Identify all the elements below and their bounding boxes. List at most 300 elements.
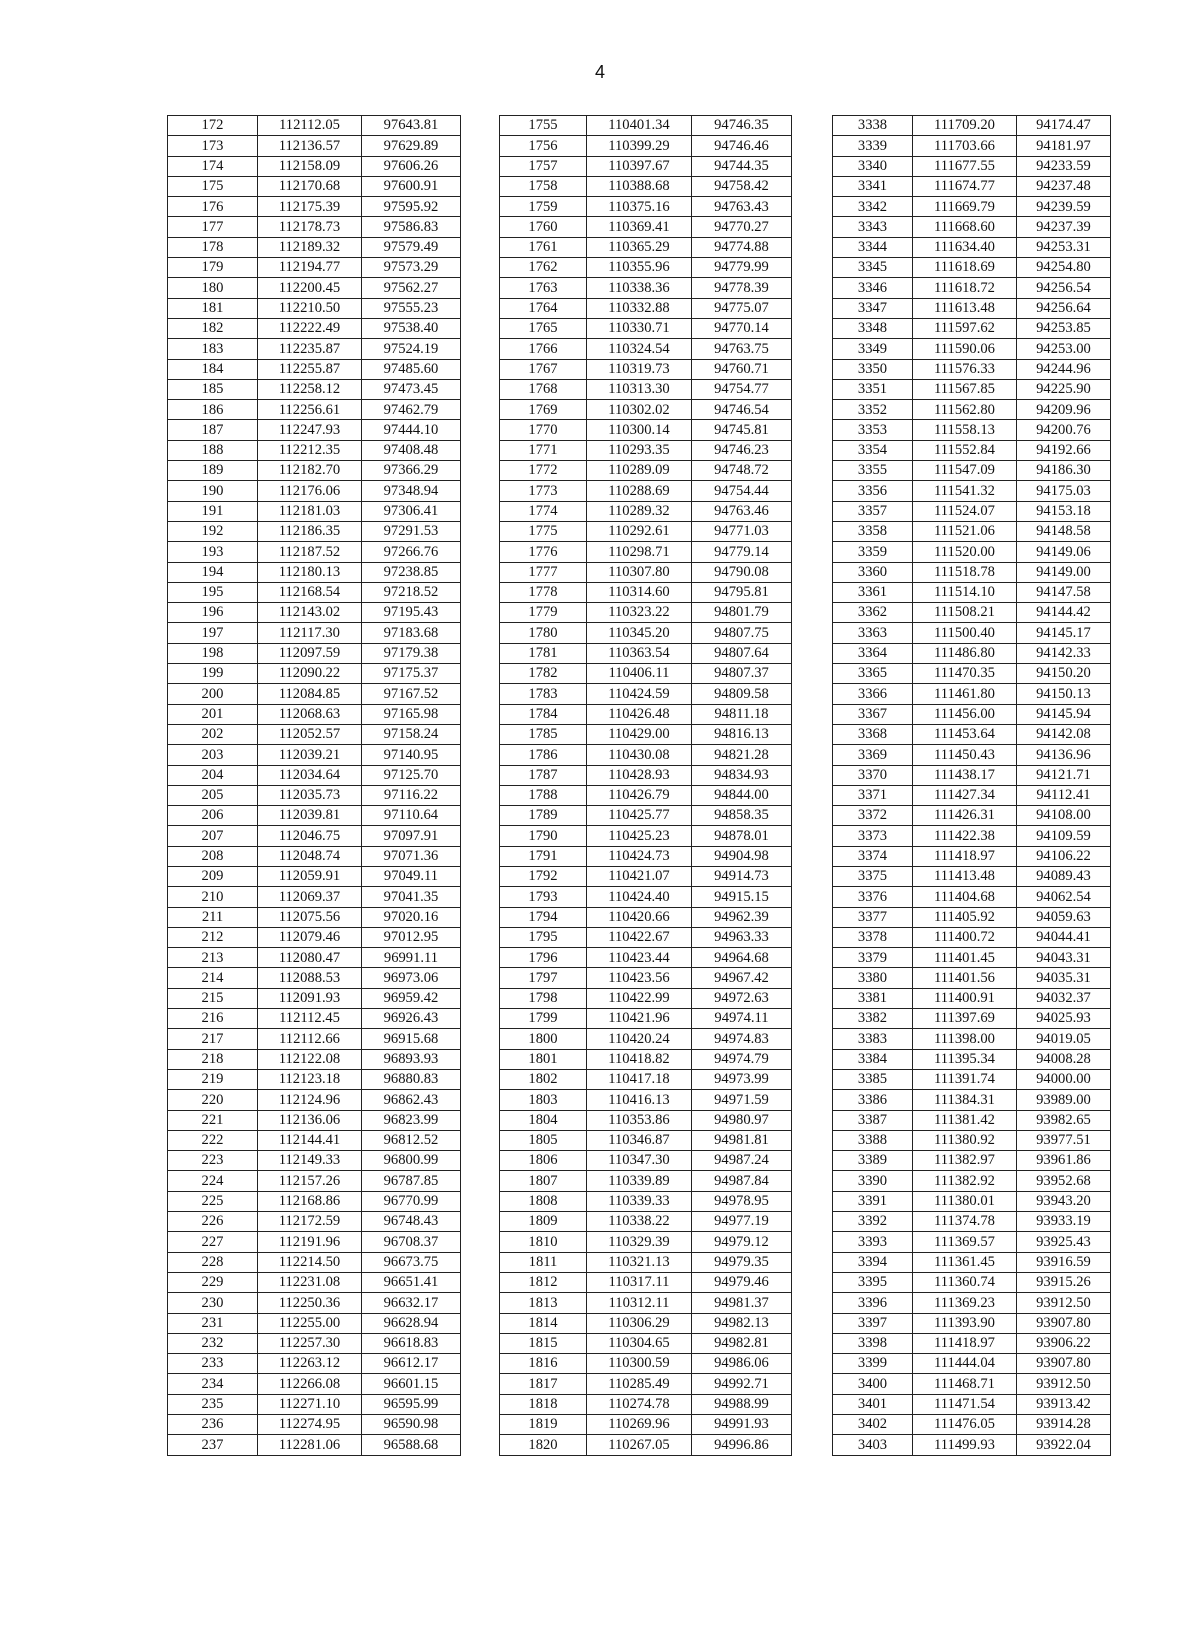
table-row: [500, 1272, 792, 1292]
table-row: [833, 1252, 1111, 1272]
x-coordinate-cell: 111450.43: [913, 745, 1017, 765]
point-number-cell: 3365: [833, 664, 913, 684]
x-coordinate-cell: 112257.30: [258, 1333, 362, 1353]
y-coordinate-cell: 96800.99: [362, 1151, 461, 1171]
y-coordinate-cell: 94779.99: [692, 258, 792, 278]
point-number-cell: 1762: [500, 258, 587, 278]
table-row: [500, 1313, 792, 1333]
y-coordinate-cell: 94844.00: [692, 785, 792, 805]
y-coordinate-cell: 94237.39: [1017, 217, 1111, 237]
y-coordinate-cell: 94000.00: [1017, 1069, 1111, 1089]
x-coordinate-cell: 112123.18: [258, 1069, 362, 1089]
x-coordinate-cell: 111518.78: [913, 562, 1017, 582]
table-row: [833, 1029, 1111, 1049]
y-coordinate-cell: 93922.04: [1017, 1435, 1111, 1455]
x-coordinate-cell: 110274.78: [587, 1394, 692, 1414]
table-row: [168, 1090, 461, 1110]
point-number-cell: 3390: [833, 1171, 913, 1191]
point-number-cell: 3368: [833, 724, 913, 744]
y-coordinate-cell: 94904.98: [692, 846, 792, 866]
x-coordinate-cell: 110302.02: [587, 400, 692, 420]
table-row: [833, 1171, 1111, 1191]
point-number-cell: 186: [168, 400, 258, 420]
x-coordinate-cell: 111384.31: [913, 1090, 1017, 1110]
table-row: [500, 461, 792, 481]
point-number-cell: 1816: [500, 1354, 587, 1374]
point-number-cell: 3348: [833, 318, 913, 338]
table-row: [833, 440, 1111, 460]
y-coordinate-cell: 94244.96: [1017, 359, 1111, 379]
y-coordinate-cell: 94992.71: [692, 1374, 792, 1394]
y-coordinate-cell: 94109.59: [1017, 826, 1111, 846]
point-number-cell: 1813: [500, 1293, 587, 1313]
table-row: [500, 197, 792, 217]
table-row: [833, 1354, 1111, 1374]
y-coordinate-cell: 96926.43: [362, 1009, 461, 1029]
y-coordinate-cell: 93912.50: [1017, 1293, 1111, 1313]
table-row: [500, 318, 792, 338]
x-coordinate-cell: 111381.42: [913, 1110, 1017, 1130]
point-number-cell: 3341: [833, 176, 913, 196]
table-row: [168, 907, 461, 927]
x-coordinate-cell: 112034.64: [258, 765, 362, 785]
x-coordinate-cell: 112149.33: [258, 1151, 362, 1171]
table-row: [833, 1191, 1111, 1211]
table-row: [833, 237, 1111, 257]
y-coordinate-cell: 94174.47: [1017, 116, 1111, 136]
x-coordinate-cell: 111514.10: [913, 582, 1017, 602]
x-coordinate-cell: 111361.45: [913, 1252, 1017, 1272]
x-coordinate-cell: 112059.91: [258, 866, 362, 886]
point-number-cell: 1791: [500, 846, 587, 866]
table-row: [833, 542, 1111, 562]
y-coordinate-cell: 96708.37: [362, 1232, 461, 1252]
table-row: [168, 623, 461, 643]
point-number-cell: 1815: [500, 1333, 587, 1353]
point-number-cell: 3391: [833, 1191, 913, 1211]
x-coordinate-cell: 110421.07: [587, 866, 692, 886]
table-row: [500, 339, 792, 359]
x-coordinate-cell: 110293.35: [587, 440, 692, 460]
y-coordinate-cell: 97643.81: [362, 116, 461, 136]
table-row: [500, 1069, 792, 1089]
x-coordinate-cell: 110406.11: [587, 664, 692, 684]
y-coordinate-cell: 97165.98: [362, 704, 461, 724]
point-number-cell: 213: [168, 948, 258, 968]
table-row: [833, 176, 1111, 196]
table-row: [168, 400, 461, 420]
y-coordinate-cell: 97306.41: [362, 501, 461, 521]
table-row: [500, 724, 792, 744]
x-coordinate-cell: 111456.00: [913, 704, 1017, 724]
y-coordinate-cell: 94148.58: [1017, 521, 1111, 541]
table-row: [833, 521, 1111, 541]
point-number-cell: 3354: [833, 440, 913, 460]
point-number-cell: 172: [168, 116, 258, 136]
point-number-cell: 3342: [833, 197, 913, 217]
y-coordinate-cell: 94253.85: [1017, 318, 1111, 338]
table-row: [168, 948, 461, 968]
x-coordinate-cell: 111567.85: [913, 379, 1017, 399]
point-number-cell: 1759: [500, 197, 587, 217]
x-coordinate-cell: 111400.91: [913, 988, 1017, 1008]
point-number-cell: 1805: [500, 1130, 587, 1150]
table-row: [833, 278, 1111, 298]
y-coordinate-cell: 97538.40: [362, 318, 461, 338]
table-row: [168, 1293, 461, 1313]
table-row: [500, 562, 792, 582]
x-coordinate-cell: 110346.87: [587, 1130, 692, 1150]
point-number-cell: 1781: [500, 643, 587, 663]
point-number-cell: 1788: [500, 785, 587, 805]
table-row: [168, 116, 461, 136]
point-number-cell: 194: [168, 562, 258, 582]
table-row: [500, 400, 792, 420]
y-coordinate-cell: 96991.11: [362, 948, 461, 968]
point-number-cell: 3358: [833, 521, 913, 541]
table-row: [168, 988, 461, 1008]
table-row: [833, 603, 1111, 623]
table-row: [833, 420, 1111, 440]
x-coordinate-cell: 110300.59: [587, 1354, 692, 1374]
x-coordinate-cell: 112068.63: [258, 704, 362, 724]
y-coordinate-cell: 94974.79: [692, 1049, 792, 1069]
y-coordinate-cell: 94763.43: [692, 197, 792, 217]
table-row: [833, 745, 1111, 765]
table-row: [833, 217, 1111, 237]
y-coordinate-cell: 94763.46: [692, 501, 792, 521]
y-coordinate-cell: 94044.41: [1017, 927, 1111, 947]
x-coordinate-cell: 111677.55: [913, 156, 1017, 176]
x-coordinate-cell: 111674.77: [913, 176, 1017, 196]
x-coordinate-cell: 111709.20: [913, 116, 1017, 136]
y-coordinate-cell: 93933.19: [1017, 1212, 1111, 1232]
x-coordinate-cell: 110365.29: [587, 237, 692, 257]
point-number-cell: 1800: [500, 1029, 587, 1049]
y-coordinate-cell: 94790.08: [692, 562, 792, 582]
table-row: [500, 745, 792, 765]
x-coordinate-cell: 110289.09: [587, 461, 692, 481]
table-row: [168, 339, 461, 359]
point-number-cell: 210: [168, 887, 258, 907]
table-row: [168, 501, 461, 521]
y-coordinate-cell: 94175.03: [1017, 481, 1111, 501]
table-row: [168, 643, 461, 663]
table-row: [168, 603, 461, 623]
x-coordinate-cell: 110345.20: [587, 623, 692, 643]
table-row: [500, 765, 792, 785]
y-coordinate-cell: 94915.15: [692, 887, 792, 907]
y-coordinate-cell: 94977.19: [692, 1212, 792, 1232]
x-coordinate-cell: 111374.78: [913, 1212, 1017, 1232]
point-number-cell: 206: [168, 806, 258, 826]
point-number-cell: 182: [168, 318, 258, 338]
point-number-cell: 214: [168, 968, 258, 988]
y-coordinate-cell: 94809.58: [692, 684, 792, 704]
table-row: [168, 1009, 461, 1029]
x-coordinate-cell: 112088.53: [258, 968, 362, 988]
y-coordinate-cell: 97485.60: [362, 359, 461, 379]
x-coordinate-cell: 112168.54: [258, 582, 362, 602]
y-coordinate-cell: 97183.68: [362, 623, 461, 643]
x-coordinate-cell: 110323.22: [587, 603, 692, 623]
x-coordinate-cell: 112035.73: [258, 785, 362, 805]
x-coordinate-cell: 112200.45: [258, 278, 362, 298]
y-coordinate-cell: 97562.27: [362, 278, 461, 298]
x-coordinate-cell: 111382.92: [913, 1171, 1017, 1191]
point-number-cell: 195: [168, 582, 258, 602]
y-coordinate-cell: 94775.07: [692, 298, 792, 318]
table-row: [500, 278, 792, 298]
x-coordinate-cell: 111380.92: [913, 1130, 1017, 1150]
y-coordinate-cell: 94237.48: [1017, 176, 1111, 196]
x-coordinate-cell: 110332.88: [587, 298, 692, 318]
y-coordinate-cell: 94811.18: [692, 704, 792, 724]
table-row: [500, 298, 792, 318]
point-number-cell: 179: [168, 258, 258, 278]
table-row: [168, 481, 461, 501]
x-coordinate-cell: 111418.97: [913, 846, 1017, 866]
y-coordinate-cell: 94962.39: [692, 907, 792, 927]
x-coordinate-cell: 112281.06: [258, 1435, 362, 1455]
point-number-cell: 1765: [500, 318, 587, 338]
point-number-cell: 1760: [500, 217, 587, 237]
x-coordinate-cell: 112122.08: [258, 1049, 362, 1069]
table-row: [500, 258, 792, 278]
point-number-cell: 181: [168, 298, 258, 318]
x-coordinate-cell: 111427.34: [913, 785, 1017, 805]
y-coordinate-cell: 94144.42: [1017, 603, 1111, 623]
table-row: [833, 501, 1111, 521]
table-row: [168, 582, 461, 602]
y-coordinate-cell: 94981.81: [692, 1130, 792, 1150]
y-coordinate-cell: 93982.65: [1017, 1110, 1111, 1130]
table-row: [833, 116, 1111, 136]
point-number-cell: 1769: [500, 400, 587, 420]
x-coordinate-cell: 111669.79: [913, 197, 1017, 217]
y-coordinate-cell: 97579.49: [362, 237, 461, 257]
y-coordinate-cell: 97140.95: [362, 745, 461, 765]
x-coordinate-cell: 112069.37: [258, 887, 362, 907]
table-row: [500, 623, 792, 643]
table-row: [500, 1171, 792, 1191]
point-number-cell: 231: [168, 1313, 258, 1333]
table-row: [168, 1435, 461, 1455]
y-coordinate-cell: 96651.41: [362, 1272, 461, 1292]
point-number-cell: 3347: [833, 298, 913, 318]
point-number-cell: 1756: [500, 136, 587, 156]
table-row: [833, 339, 1111, 359]
x-coordinate-cell: 111360.74: [913, 1272, 1017, 1292]
y-coordinate-cell: 97444.10: [362, 420, 461, 440]
table-row: [833, 1049, 1111, 1069]
point-number-cell: 3369: [833, 745, 913, 765]
x-coordinate-cell: 110330.71: [587, 318, 692, 338]
point-number-cell: 3366: [833, 684, 913, 704]
y-coordinate-cell: 94979.46: [692, 1272, 792, 1292]
x-coordinate-cell: 112189.32: [258, 237, 362, 257]
x-coordinate-cell: 111618.69: [913, 258, 1017, 278]
table-row: [833, 562, 1111, 582]
point-number-cell: 180: [168, 278, 258, 298]
point-number-cell: 3353: [833, 420, 913, 440]
y-coordinate-cell: 94754.44: [692, 481, 792, 501]
y-coordinate-cell: 94254.80: [1017, 258, 1111, 278]
point-number-cell: 1787: [500, 765, 587, 785]
point-number-cell: 3375: [833, 866, 913, 886]
x-coordinate-cell: 110428.93: [587, 765, 692, 785]
point-number-cell: 208: [168, 846, 258, 866]
x-coordinate-cell: 110329.39: [587, 1232, 692, 1252]
table-row: [168, 562, 461, 582]
x-coordinate-cell: 111613.48: [913, 298, 1017, 318]
y-coordinate-cell: 94972.63: [692, 988, 792, 1008]
y-coordinate-cell: 94746.46: [692, 136, 792, 156]
point-number-cell: 205: [168, 785, 258, 805]
table-row: [500, 1110, 792, 1130]
table-row: [833, 1394, 1111, 1414]
y-coordinate-cell: 94744.35: [692, 156, 792, 176]
table-row: [168, 461, 461, 481]
point-number-cell: 3357: [833, 501, 913, 521]
point-number-cell: 227: [168, 1232, 258, 1252]
x-coordinate-cell: 111369.57: [913, 1232, 1017, 1252]
y-coordinate-cell: 93925.43: [1017, 1232, 1111, 1252]
point-number-cell: 202: [168, 724, 258, 744]
x-coordinate-cell: 110338.36: [587, 278, 692, 298]
point-number-cell: 234: [168, 1374, 258, 1394]
x-coordinate-cell: 110401.34: [587, 116, 692, 136]
x-coordinate-cell: 111486.80: [913, 643, 1017, 663]
point-number-cell: 3374: [833, 846, 913, 866]
point-number-cell: 3371: [833, 785, 913, 805]
table-row: [168, 278, 461, 298]
x-coordinate-cell: 110425.77: [587, 806, 692, 826]
x-coordinate-cell: 112084.85: [258, 684, 362, 704]
table-row: [168, 1415, 461, 1435]
point-number-cell: 3372: [833, 806, 913, 826]
table-row: [500, 1252, 792, 1272]
point-number-cell: 1798: [500, 988, 587, 1008]
x-coordinate-cell: 111401.45: [913, 948, 1017, 968]
y-coordinate-cell: 93914.28: [1017, 1415, 1111, 1435]
y-coordinate-cell: 94978.95: [692, 1191, 792, 1211]
point-number-cell: 3381: [833, 988, 913, 1008]
table-row: [168, 237, 461, 257]
x-coordinate-cell: 112178.73: [258, 217, 362, 237]
y-coordinate-cell: 94807.75: [692, 623, 792, 643]
point-number-cell: 1807: [500, 1171, 587, 1191]
y-coordinate-cell: 94963.33: [692, 927, 792, 947]
x-coordinate-cell: 111438.17: [913, 765, 1017, 785]
point-number-cell: 174: [168, 156, 258, 176]
y-coordinate-cell: 94979.35: [692, 1252, 792, 1272]
x-coordinate-cell: 112048.74: [258, 846, 362, 866]
x-coordinate-cell: 111461.80: [913, 684, 1017, 704]
x-coordinate-cell: 110424.40: [587, 887, 692, 907]
x-coordinate-cell: 112143.02: [258, 603, 362, 623]
y-coordinate-cell: 94858.35: [692, 806, 792, 826]
y-coordinate-cell: 94763.75: [692, 339, 792, 359]
y-coordinate-cell: 93912.50: [1017, 1374, 1111, 1394]
table-row: [500, 907, 792, 927]
table-row: [168, 258, 461, 278]
y-coordinate-cell: 93913.42: [1017, 1394, 1111, 1414]
point-number-cell: 218: [168, 1049, 258, 1069]
x-coordinate-cell: 110422.67: [587, 927, 692, 947]
y-coordinate-cell: 94256.54: [1017, 278, 1111, 298]
table-row: [833, 298, 1111, 318]
y-coordinate-cell: 94149.00: [1017, 562, 1111, 582]
table-row: [168, 359, 461, 379]
y-coordinate-cell: 94181.97: [1017, 136, 1111, 156]
y-coordinate-cell: 94153.18: [1017, 501, 1111, 521]
point-number-cell: 3396: [833, 1293, 913, 1313]
table-row: [833, 785, 1111, 805]
x-coordinate-cell: 111520.00: [913, 542, 1017, 562]
y-coordinate-cell: 94996.86: [692, 1435, 792, 1455]
point-number-cell: 225: [168, 1191, 258, 1211]
table-row: [500, 237, 792, 257]
point-number-cell: 3403: [833, 1435, 913, 1455]
y-coordinate-cell: 94816.13: [692, 724, 792, 744]
x-coordinate-cell: 111413.48: [913, 866, 1017, 886]
y-coordinate-cell: 94145.94: [1017, 704, 1111, 724]
table-row: [168, 704, 461, 724]
y-coordinate-cell: 97291.53: [362, 521, 461, 541]
point-number-cell: 183: [168, 339, 258, 359]
table-row: [168, 318, 461, 338]
x-coordinate-cell: 110321.13: [587, 1252, 692, 1272]
x-coordinate-cell: 112090.22: [258, 664, 362, 684]
point-number-cell: 1779: [500, 603, 587, 623]
y-coordinate-cell: 94192.66: [1017, 440, 1111, 460]
x-coordinate-cell: 112176.06: [258, 481, 362, 501]
point-number-cell: 212: [168, 927, 258, 947]
x-coordinate-cell: 112180.13: [258, 562, 362, 582]
table-row: [833, 927, 1111, 947]
y-coordinate-cell: 97366.29: [362, 461, 461, 481]
y-coordinate-cell: 94008.28: [1017, 1049, 1111, 1069]
point-number-cell: 3346: [833, 278, 913, 298]
table-row: [833, 1333, 1111, 1353]
y-coordinate-cell: 94019.05: [1017, 1029, 1111, 1049]
table-row: [168, 1252, 461, 1272]
x-coordinate-cell: 111576.33: [913, 359, 1017, 379]
point-number-cell: 3398: [833, 1333, 913, 1353]
x-coordinate-cell: 112046.75: [258, 826, 362, 846]
point-number-cell: 178: [168, 237, 258, 257]
y-coordinate-cell: 94200.76: [1017, 420, 1111, 440]
x-coordinate-cell: 111400.72: [913, 927, 1017, 947]
x-coordinate-cell: 110313.30: [587, 379, 692, 399]
x-coordinate-cell: 111500.40: [913, 623, 1017, 643]
y-coordinate-cell: 94967.42: [692, 968, 792, 988]
table-row: [833, 136, 1111, 156]
x-coordinate-cell: 110422.99: [587, 988, 692, 1008]
y-coordinate-cell: 96601.15: [362, 1374, 461, 1394]
y-coordinate-cell: 93961.86: [1017, 1151, 1111, 1171]
x-coordinate-cell: 111558.13: [913, 420, 1017, 440]
point-number-cell: 204: [168, 765, 258, 785]
table-row: [833, 1313, 1111, 1333]
x-coordinate-cell: 112168.86: [258, 1191, 362, 1211]
point-number-cell: 196: [168, 603, 258, 623]
point-number-cell: 1761: [500, 237, 587, 257]
point-number-cell: 3364: [833, 643, 913, 663]
table-row: [833, 1110, 1111, 1130]
y-coordinate-cell: 94991.93: [692, 1415, 792, 1435]
